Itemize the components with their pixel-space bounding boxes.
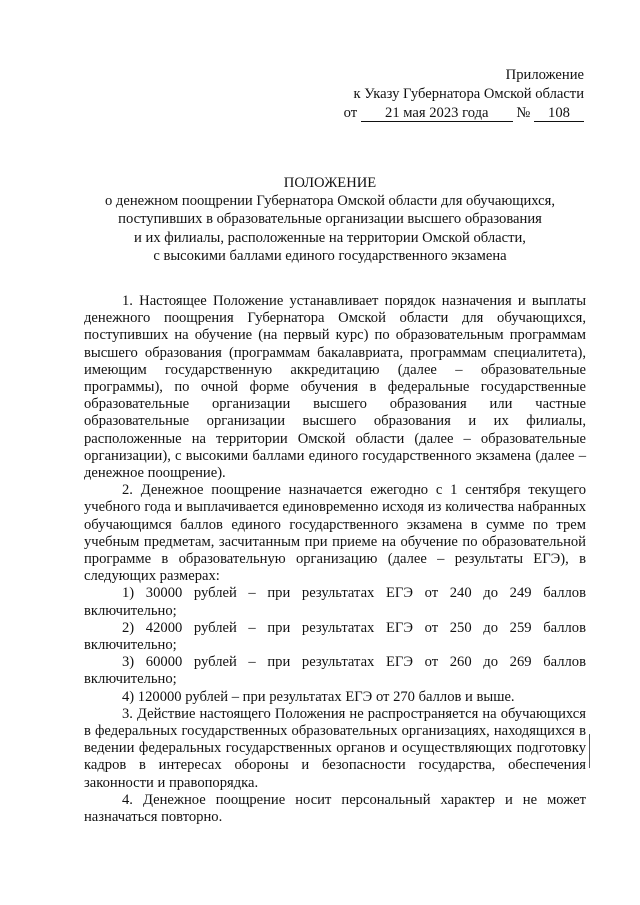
title-line: с высокими баллами единого государственного экзамена [153, 247, 507, 264]
paragraph: 3. Действие настоящего Положения не распространяется на обучающихся в федеральных государственных образовательных организациях, находящихся в ведении федеральных государственных органов и осуществляющих подготовку кадров в интересах обороны и безопасности государства, обеспечения законности и правопорядка. [84, 705, 586, 791]
title-line: о денежном поощрении Губернатора Омской области для обучающихся, [104, 193, 556, 210]
title-line: поступивших в образовательные организации высшего образования [118, 211, 542, 228]
decree-date-line [344, 104, 584, 123]
paragraph: 1. Настоящее Положение устанавливает порядок назначения и выплаты денежного поощрения Губернатора Омской области для обучающихся, поступивших на обучение (на первый курс) по образовательным программам высшего образования (программам бакалавриата, программам специалитета), имеющим государственную аккредитацию (далее – образовательные программы), по очной форме обучения в федеральные государственные образовательные организации высшего образования или частные образовательные организации высшего образования и их филиалы, расположенные на территории Омской области (далее – образовательные организации), с высокими баллами единого государственного экзамена (далее – денежное поощрение). [84, 293, 586, 482]
list-item: 2) 42000 рублей – при результатах ЕГЭ от 250 до 259 баллов включительно; [84, 619, 586, 654]
title-line: и их филиалы, расположенные на территории Омской области, [134, 229, 526, 246]
document-body [84, 293, 586, 826]
paragraph: 4. Денежное поощрение носит персональный характер и не может назначаться повторно. [84, 791, 586, 826]
paragraph: 2. Денежное поощрение назначается ежегодно с 1 сентября текущего учебного года и выплачивается единовременно исходя из количества набранных обучающимся баллов единого государственного экзамена в сумме по трем учебным предметам, засчитанным при приеме на обучение по образовательной программе в образовательную организацию (далее – результаты ЕГЭ), в следующих размерах: [84, 482, 586, 585]
appendix-label: Приложение [505, 67, 584, 83]
title-heading: ПОЛОЖЕНИЕ [283, 175, 377, 191]
decree-number: 108 [534, 106, 584, 122]
list-item: 1) 30000 рублей – при результатах ЕГЭ от 240 до 249 баллов включительно; [84, 585, 586, 619]
decree-reference: к Указу Губернатора Омской области [353, 86, 584, 102]
number-label: № [516, 105, 531, 121]
list-item: 3) 60000 рублей – при результатах ЕГЭ от 260 до 269 баллов включительно; [84, 654, 586, 688]
appendix-header [344, 66, 584, 123]
list-item: 4) 120000 рублей – при результатах ЕГЭ от 270 баллов и выше. [122, 688, 515, 705]
from-label: от [343, 105, 358, 121]
document-title [60, 174, 600, 265]
decree-date: 21 мая 2023 года [361, 106, 513, 122]
margin-mark [589, 734, 590, 768]
